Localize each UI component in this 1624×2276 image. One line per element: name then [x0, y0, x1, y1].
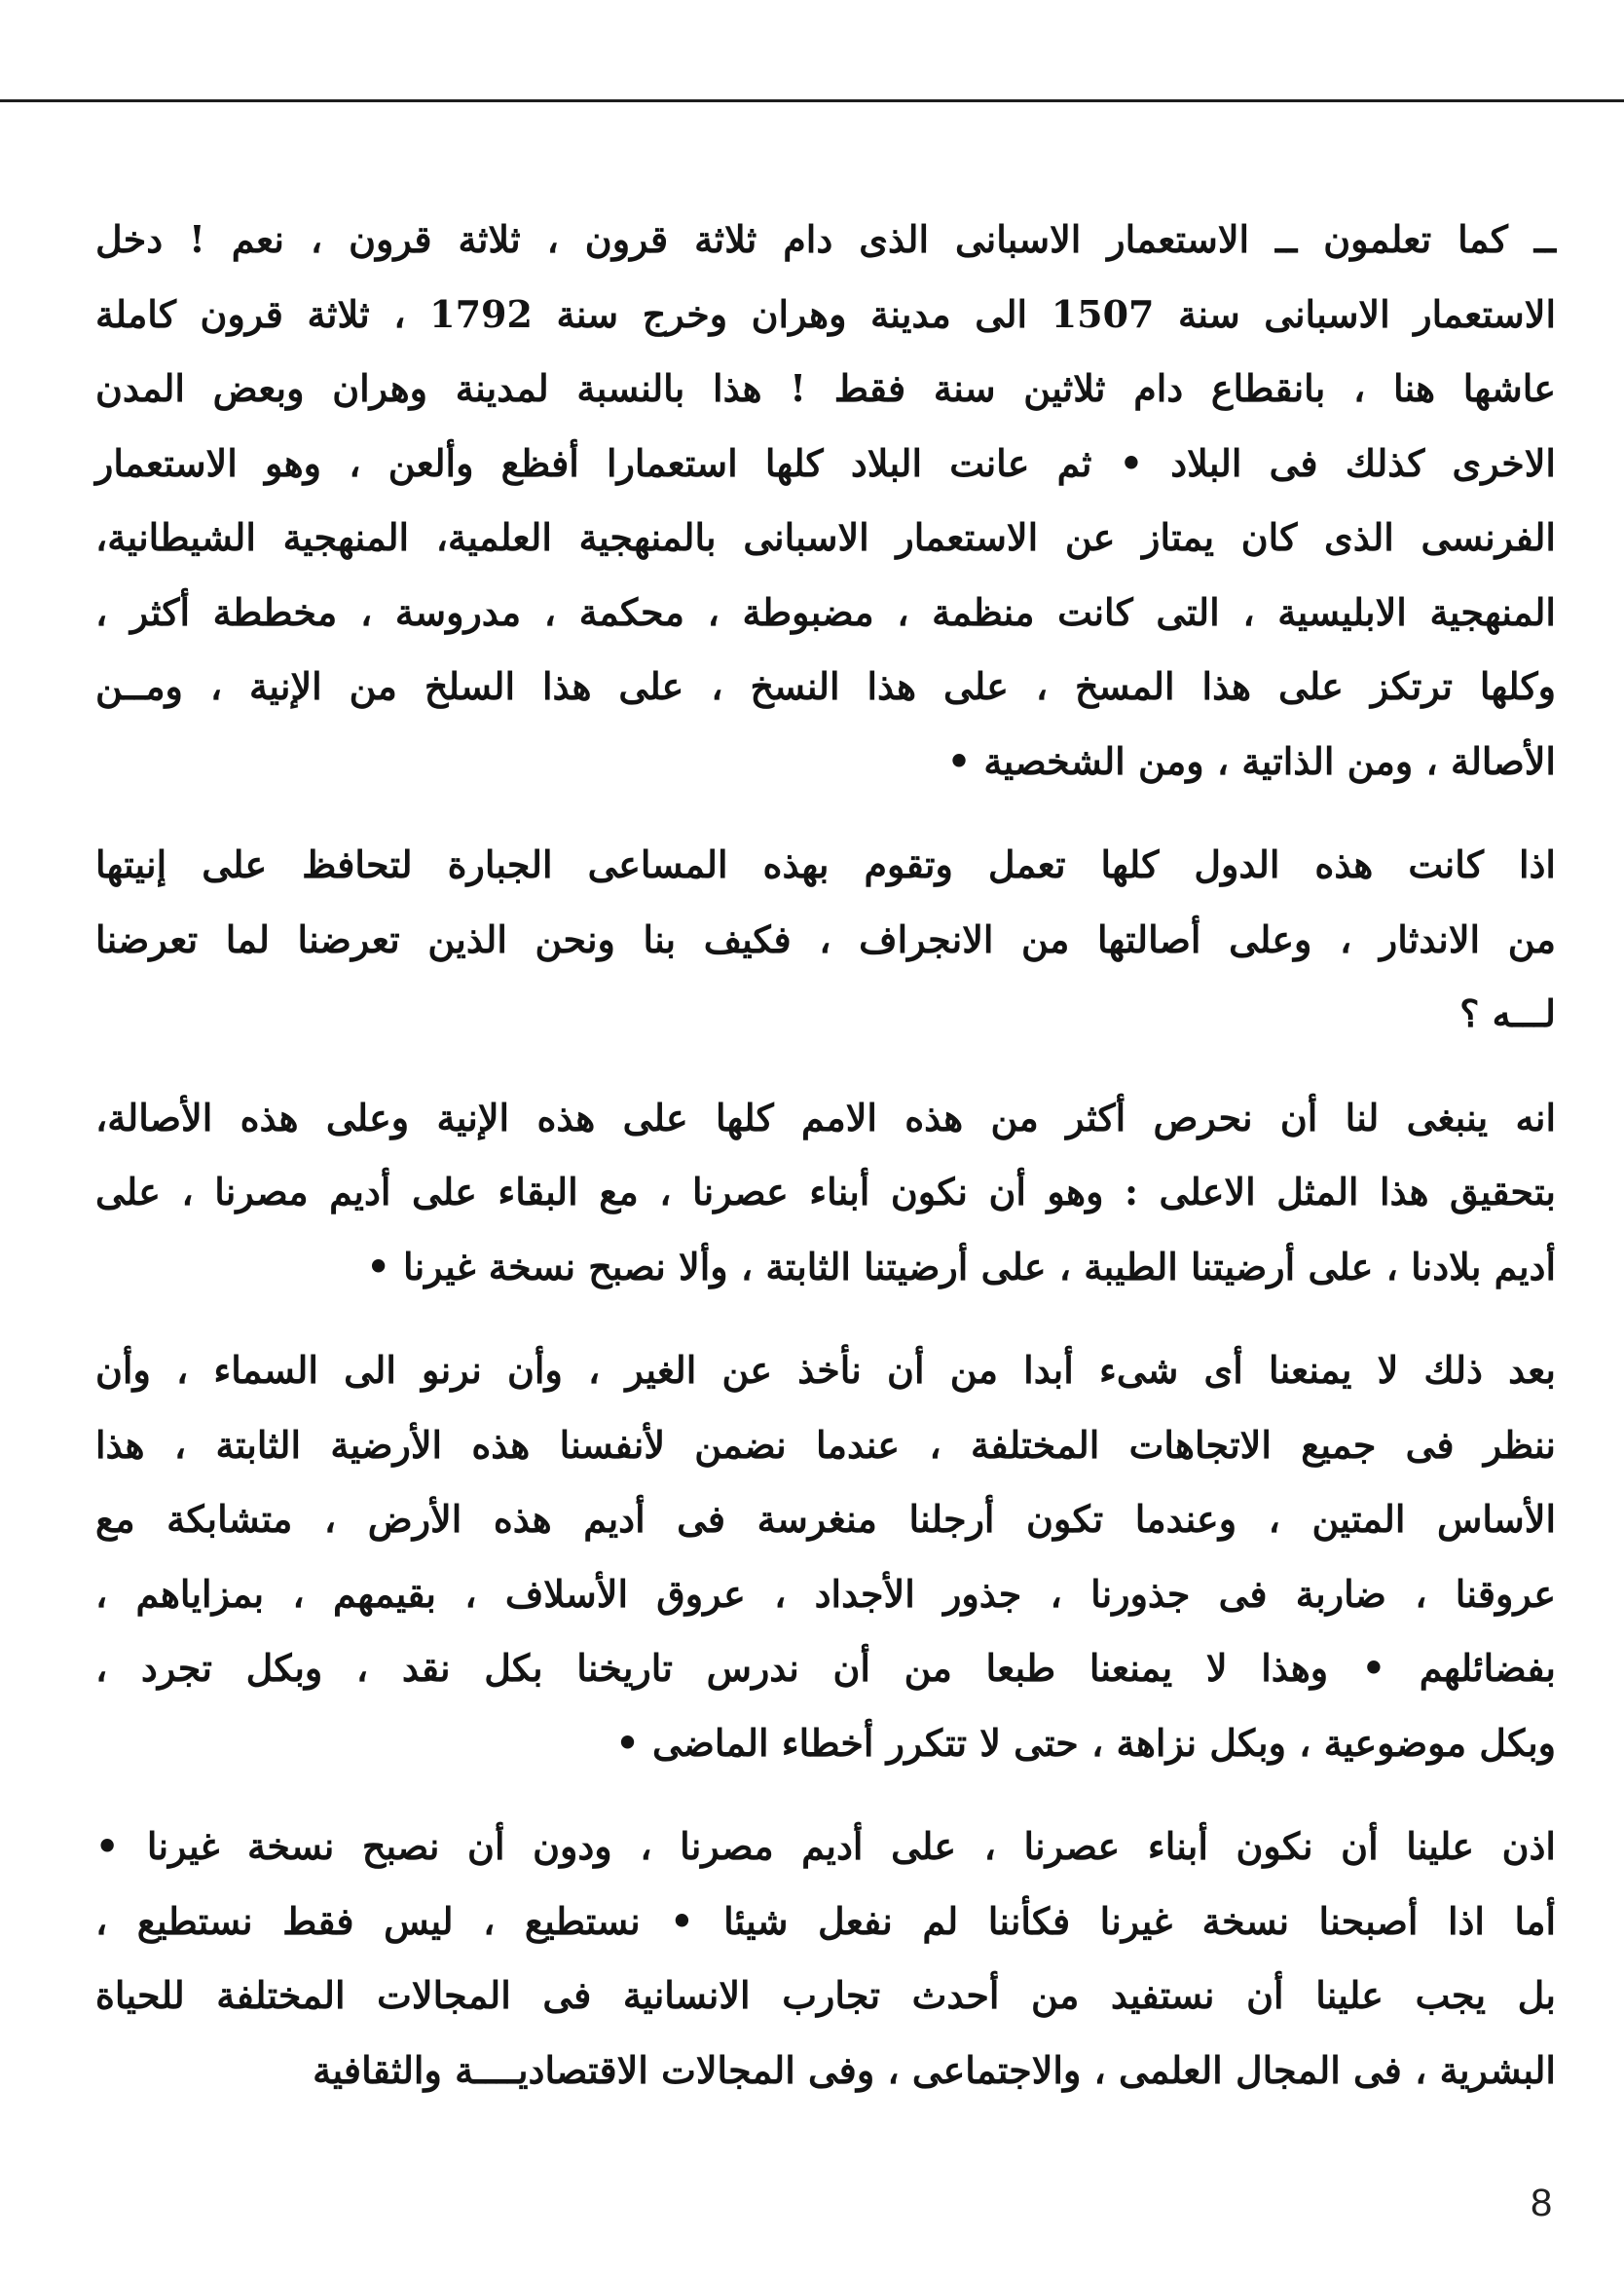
- text-line: الاخرى كذلك فى البلاد • ثم عانت البلاد كلها استعمارا أفظع وألعن ، وهو الاستعمار: [95, 440, 1556, 485]
- text-line: الفرنسى الذى كان يمتاز عن الاستعمار الاسبانى بالمنهجية العلمية، المنهجية الشيطانية،: [95, 515, 1556, 559]
- paragraph-3: [95, 1081, 1556, 1305]
- paragraph-4: [95, 1333, 1556, 1780]
- text-line: الأصالة ، ومن الذاتية ، ومن الشخصية •: [946, 738, 1556, 783]
- text-line: من الاندثار ، وعلى أصالتها من الانجراف ، فكيف بنا ونحن الذين تعرضنا لما تعرضنا: [95, 916, 1556, 961]
- paragraph-5: [95, 1810, 1556, 2108]
- text-line: وبكل موضوعية ، وبكل نزاهة ، حتى لا تتكرر أخطاء الماضى •: [615, 1720, 1556, 1765]
- paragraph-1: [95, 203, 1556, 799]
- text-line: وكلها ترتكز على هذا المسخ ، على هذا النسخ ، على هذا السلخ من الإنية ، ومــن: [95, 664, 1556, 708]
- text-line: عروقنا ، ضاربة فى جذورنا ، جذور الأجداد ، عروق الأسلاف ، بقيمهم ، بمزاياهم ،: [95, 1571, 1556, 1616]
- text-line: ــ كما تعلمون ــ الاستعمار الاسبانى الذى دام ثلاثة قرون ، ثلاثة قرون ، نعم ! دخل: [95, 217, 1556, 261]
- text-line: الاستعمار الاسبانى سنة 1507 الى مدينة وهران وخرج سنة 1792 ، ثلاثة قرون كاملة: [95, 291, 1556, 336]
- text-line: الأساس المتين ، وعندما تكون أرجلنا منغرسة فى أديم هذه الأرض ، متشابكة مع: [95, 1497, 1556, 1541]
- text-line: بل يجب علينا أن نستفيد من أحدث تجارب الانسانية فى المجالات المختلفة للحياة: [95, 1973, 1556, 2017]
- text-line: بفضائلهم • وهذا لا يمنعنا طبعا من أن ندرس تاريخنا بكل نقد ، وبكل تجرد ،: [95, 1646, 1556, 1690]
- text-line: أديم بلادنا ، على أرضيتنا الطيبة ، على أرضيتنا الثابتة ، وألا نصبح نسخة غيرنا •: [366, 1244, 1556, 1288]
- top-rule: [0, 99, 1624, 102]
- page-body: [95, 203, 1556, 2137]
- text-line: المنهجية الابليسية ، التى كانت منظمة ، مضبوطة ، محكمة ، مدروسة ، مخططة أكثر ،: [95, 589, 1556, 634]
- text-line: اذا كانت هذه الدول كلها تعمل وتقوم بهذه المساعى الجبارة لتحافظ على إنيتها: [95, 842, 1556, 886]
- text-line: البشرية ، فى المجال العلمى ، والاجتماعى ، وفى المجالات الاقتصاديــــة والثقافية: [313, 2047, 1556, 2092]
- text-line: بتحقيق هذا المثل الاعلى : وهو أن نكون أبناء عصرنا ، مع البقاء على أديم مصرنا ، على: [95, 1170, 1556, 1213]
- page-number: 8: [1531, 2182, 1553, 2224]
- text-line: عاشها هنا ، بانقطاع دام ثلاثين سنة فقط ! هذا بالنسبة لمدينة وهران وبعض المدن: [95, 366, 1556, 410]
- text-line: ننظر فى جميع الاتجاهات المختلفة ، عندما نضمن لأنفسنا هذه الأرضية الثابتة ، هذا: [95, 1422, 1556, 1467]
- text-line: انه ينبغى لنا أن نحرص أكثر من هذه الامم كلها على هذه الإنية وعلى هذه الأصالة،: [95, 1095, 1556, 1139]
- text-line: لـــه ؟: [1459, 991, 1556, 1035]
- text-line: اذن علينا أن نكون أبناء عصرنا ، على أديم مصرنا ، ودون أن نصبح نسخة غيرنا •: [95, 1824, 1556, 1868]
- text-line: بعد ذلك لا يمنعنا أى شىء أبدا من أن نأخذ عن الغير ، وأن نرنو الى السماء ، وأن: [95, 1348, 1556, 1392]
- text-line: أما اذا أصبحنا نسخة غيرنا فكأننا لم نفعل شيئا • نستطيع ، ليس فقط نستطيع ،: [95, 1898, 1556, 1943]
- paragraph-2: [95, 828, 1556, 1052]
